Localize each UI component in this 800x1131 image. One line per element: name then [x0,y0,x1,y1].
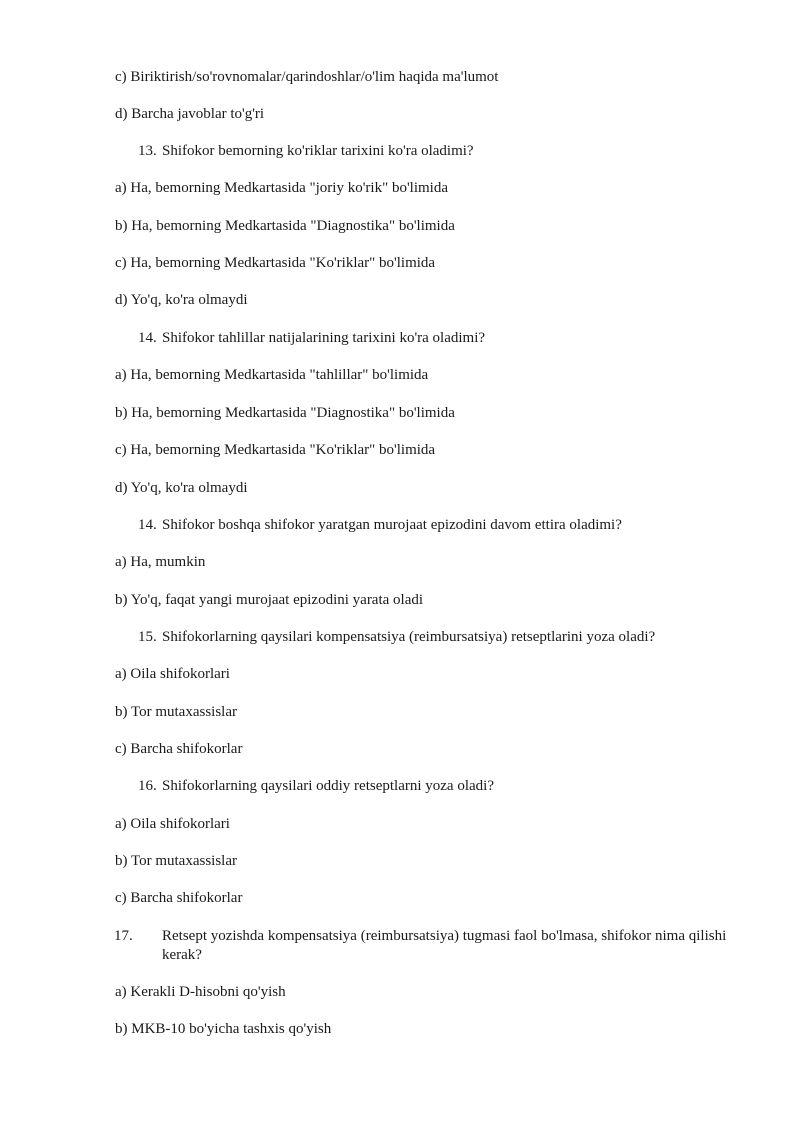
answer-option: d) Yo'q, ko'ra olmaydi [115,480,248,496]
question-14 [138,329,738,348]
question-number: 17. [114,928,133,944]
answer-option: d) Barcha javoblar to'g'ri [115,106,265,122]
question-text: Retsept yozishda kompensatsiya (reimbursatsiya) tugmasi faol bo'lmasa, shifokor nima qilishi kerak? [162,928,727,963]
question-16 [138,777,738,796]
question-number: 14. [138,517,157,533]
answer-option: c) Barcha shifokorlar [115,741,243,757]
question-text: Shifokor boshqa shifokor yaratgan murojaat epizodini davom ettira oladimi? [162,517,622,533]
question-number: 13. [138,143,157,159]
answer-option: b) Tor mutaxassislar [115,704,237,720]
question-text: Shifokor tahlillar natijalarining tarixini ko'ra oladimi? [162,330,486,346]
answer-option: b) Tor mutaxassislar [115,853,237,869]
answer-option: a) Ha, bemorning Medkartasida "joriy ko'rik" bo'limida [115,180,448,196]
question-text: Shifokorlarning qaysilari kompensatsiya (reimbursatsiya) retseptlarini yoza oladi? [162,629,656,645]
question-number: 14. [138,330,157,346]
question-text: Shifokor bemorning ko'riklar tarixini ko'ra oladimi? [162,143,474,159]
question-text: Shifokorlarning qaysilari oddiy retseptlarni yoza oladi? [162,778,494,794]
answer-option: b) Ha, bemorning Medkartasida "Diagnostika" bo'limida [115,405,455,421]
answer-option: b) MKB-10 bo'yicha tashxis qo'yish [115,1021,332,1037]
answer-option: a) Oila shifokorlari [115,816,230,832]
answer-option: b) Yo'q, faqat yangi murojaat epizodini yarata oladi [115,592,424,608]
question-13 [138,142,738,161]
question-number: 15. [138,629,157,645]
answer-option: a) Ha, bemorning Medkartasida "tahlillar" bo'limida [115,367,429,383]
answer-option: a) Kerakli D-hisobni qo'yish [115,984,286,1000]
answer-option: c) Barcha shifokorlar [115,890,243,906]
answer-option: c) Biriktirish/so'rovnomalar/qarindoshlar/o'lim haqida ma'lumot [115,69,499,85]
question-14b [138,516,738,535]
answer-option: d) Yo'q, ko'ra olmaydi [115,292,248,308]
question-number: 16. [138,778,157,794]
answer-option: c) Ha, bemorning Medkartasida "Ko'riklar" bo'limida [115,442,436,458]
answer-option: c) Ha, bemorning Medkartasida "Ko'riklar" bo'limida [115,255,436,271]
answer-option: a) Oila shifokorlari [115,666,230,682]
answer-option: a) Ha, mumkin [115,554,206,570]
answer-option: b) Ha, bemorning Medkartasida "Diagnostika" bo'limida [115,218,455,234]
question-17 [114,927,762,965]
question-15 [138,628,738,647]
